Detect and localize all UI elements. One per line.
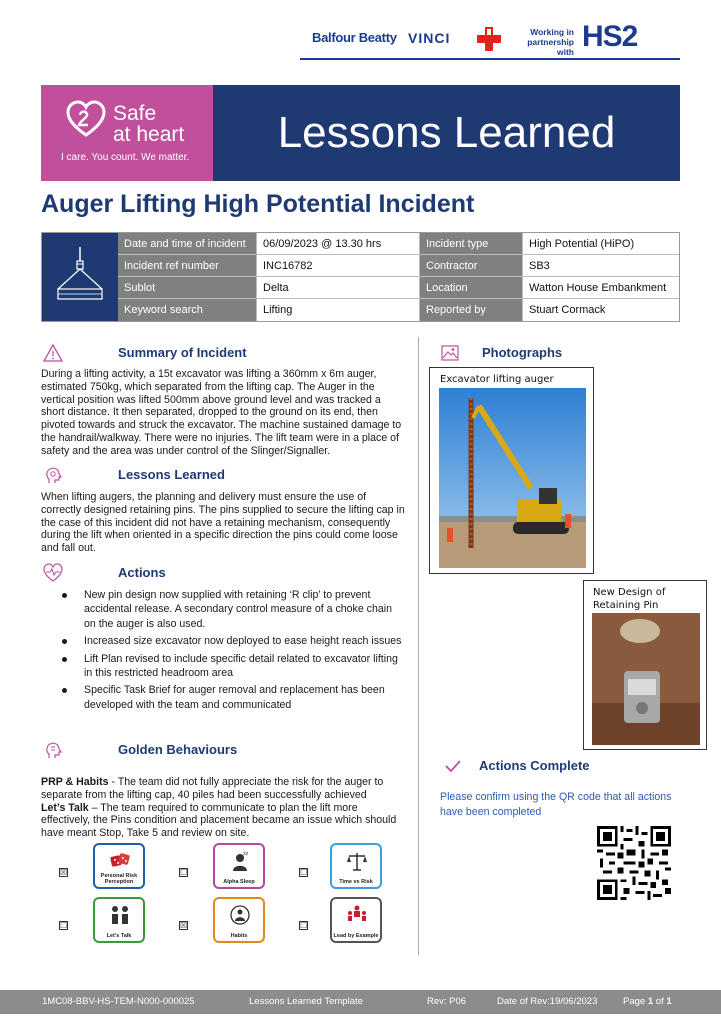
talk-label: Let’s Talk [41, 801, 89, 814]
behaviour-label: Time vs Risk [339, 879, 373, 885]
contractor-label: Contractor [420, 255, 523, 277]
excavator-photo-image [439, 388, 586, 568]
page-title: Auger Lifting High Potential Incident [41, 190, 475, 218]
behaviour-lets-talk [93, 897, 145, 943]
type-value: High Potential (HiPO) [523, 233, 679, 255]
checkbox-alpha-sleep[interactable]: ☐ [180, 868, 188, 877]
two-people-icon [109, 904, 131, 926]
reported-label: Reported by [420, 299, 523, 321]
habits-person-icon [229, 904, 251, 926]
actions-heading: Actions [118, 565, 166, 580]
head-behaviour-icon [43, 740, 63, 760]
photo-excavator [429, 367, 594, 574]
cross-logo-icon [476, 26, 502, 52]
working-in-partnership-text: Working in partnership with [527, 27, 574, 57]
keyword-label: Keyword search [118, 299, 257, 321]
warning-icon [43, 343, 63, 363]
location-value: Watton House Embankment [523, 277, 679, 299]
actions-complete-heading: Actions Complete [479, 758, 590, 773]
ref-label: Incident ref number [118, 255, 257, 277]
safe-at-heart-text [113, 103, 184, 145]
caption-line: Retaining Pin [593, 600, 659, 611]
ref-value: INC16782 [257, 255, 420, 277]
date-label: Date and time of incident [118, 233, 257, 255]
hs2-logo: HS2 [582, 20, 638, 53]
checkbox-lets-talk[interactable]: ☐ [60, 921, 68, 930]
reported-value: Stuart Cormack [523, 299, 679, 321]
keyword-value: Lifting [257, 299, 420, 321]
caption-line: New Design of [593, 587, 666, 598]
prp-text: - The team did not fully appreciate the risk for the auger to separate from the lifting cap, 40 piles had been successfully achieved [41, 776, 384, 801]
sublot-value: Delta [257, 277, 420, 299]
page-footer [0, 990, 721, 1014]
checkbox-habits[interactable]: ☒ [180, 921, 188, 930]
actions-list [62, 588, 402, 715]
page-num: 1 [647, 996, 654, 1007]
safe-at-heart-panel [41, 85, 213, 181]
retaining-pin-photo-image [592, 613, 700, 745]
prp-label: PRP & Habits [41, 776, 109, 788]
behaviour-habits [213, 897, 265, 943]
checkbox-lead-by-example[interactable]: ☐ [300, 921, 308, 930]
behaviour-lead-by-example [330, 897, 382, 943]
photo-caption [593, 586, 665, 612]
list-item: Specific Task Brief for auger removal and replacement has been developed with the team and communicated [62, 683, 402, 712]
golden-heading: Golden Behaviours [118, 742, 238, 757]
type-label: Incident type [420, 233, 523, 255]
photographs-heading: Photographs [482, 345, 563, 360]
safe-word: Safe [113, 102, 157, 125]
doc-ref: 1MC08-BBV-HS-TEM-N000-000025 [42, 996, 195, 1007]
contractor-value: SB3 [523, 255, 679, 277]
date-value: 06/09/2023 @ 13.30 hrs [257, 233, 420, 255]
behaviour-label: Personal Risk Perception [100, 873, 138, 885]
checkmark-icon [443, 756, 463, 776]
photo-icon [440, 343, 460, 363]
summary-text: During a lifting activity, a 15t excavator was lifting a 360mm x 6m auger, estimated 750kg, which separated from the lifting cap. The Auger in the vertical position was lifted 500mm above ground level and was tracked a short distance. It then separated, dropped to the ground on its end, then pivoted towards and struck the excavator. The machine sustained damage to the handrail/walkway. There were no injuries. The lift team were in a place of safety and the area was under control of the Slinger/Signaller. [41, 368, 402, 457]
tagline: I care. You count. We matter. [61, 152, 190, 163]
page-number [623, 990, 672, 1014]
column-divider [418, 337, 419, 955]
heart-pulse-icon [43, 563, 63, 583]
heart-logo-icon [65, 99, 107, 141]
banner-title: Lessons Learned [277, 108, 616, 157]
behaviour-alpha-sleep [213, 843, 265, 889]
scales-icon [346, 850, 368, 872]
dice-icon [109, 850, 131, 872]
revision-date: Date of Rev:19/06/2023 [497, 996, 598, 1007]
behaviour-time-vs-risk [330, 843, 382, 889]
list-item: Lift Plan revised to include specific detail related to excavator lifting in this restricted headroom area [62, 652, 402, 681]
header-banner [41, 85, 680, 181]
list-item: Increased size excavator now deployed to ease height reach issues [62, 634, 402, 648]
behaviour-personal-risk [93, 843, 145, 889]
qr-code-icon[interactable] [597, 826, 671, 900]
group-leader-icon [346, 904, 368, 926]
crane-lift-icon [42, 233, 118, 321]
page-of: of [653, 996, 667, 1007]
photo-caption: Excavator lifting auger [440, 374, 554, 385]
page-total: 1 [666, 996, 672, 1007]
lessons-text: When lifting augers, the planning and delivery must ensure the use of correctly designed retaining pins. The pins supplied to secure the lifting cap in the case of this incident did not have a retaining mechanism, consequently during the lift when oriented in a specific direction the pins could come loose and fall out. [41, 491, 405, 555]
talk-text: – The team required to communicate to plan the lift more effectively, the Pins condition and placement became an issue which should have meant Stop, Take 5 and review on site. [41, 801, 397, 840]
behaviour-label: Habits [230, 933, 248, 939]
behaviour-label: Alpha Sleep [223, 879, 255, 885]
golden-text [41, 776, 406, 840]
at-heart-words: at heart [113, 123, 185, 146]
location-label: Location [420, 277, 523, 299]
svg-text:zz: zz [243, 851, 249, 857]
head-idea-icon [43, 465, 63, 485]
vinci-logo: VINCI [408, 30, 451, 46]
balfour-beatty-logo: Balfour Beatty [312, 30, 397, 45]
revision: Rev: P06 [427, 996, 467, 1007]
logo-rule [300, 58, 680, 60]
sleeping-person-icon [229, 850, 251, 872]
sublot-label: Sublot [118, 277, 257, 299]
lessons-heading: Lessons Learned [118, 467, 225, 482]
behaviour-label: Let’s Talk [106, 933, 132, 939]
list-item: New pin design now supplied with retaining ‘R clip’ to prevent accidental release. A secondary control measure of a choke chain on the auger is also used. [62, 588, 402, 631]
confirm-text: Please confirm using the QR code that all actions have been completed [440, 791, 672, 818]
summary-heading: Summary of Incident [118, 345, 247, 360]
template-name: Lessons Learned Template [249, 996, 363, 1007]
partner-logos [300, 18, 680, 58]
behaviour-label: Lead by Example [333, 933, 379, 939]
photo-retaining-pin [583, 580, 707, 750]
incident-info-table [41, 232, 680, 322]
page-prefix: Page [623, 996, 648, 1007]
checkbox-personal-risk[interactable]: ☒ [60, 868, 68, 877]
checkbox-time-vs-risk[interactable]: ☐ [300, 868, 308, 877]
